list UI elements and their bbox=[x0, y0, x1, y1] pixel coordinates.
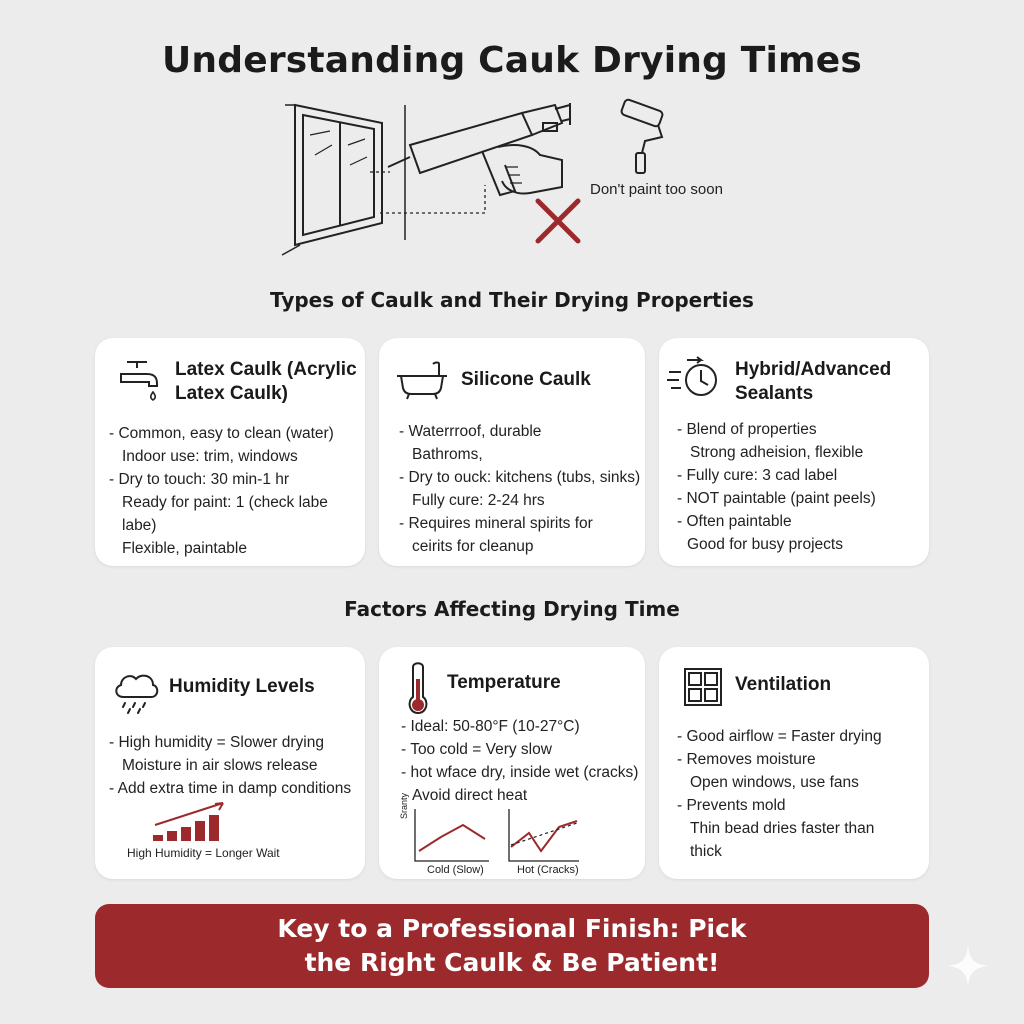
temperature-details: - Ideal: 50-80°F (10-27°C) - Too cold = Very slow - hot wface dry, inside wet (cracks) Avoid direct heat bbox=[401, 718, 639, 804]
silicone-caulk-details: - Waterrroof, durable Bathroms, - Dry to ouck: kitchens (tubs, sinks) Fully cure: 2-24 hrs - Requires mineral spirits for ceirits for cleanup bbox=[399, 423, 641, 555]
hybrid-sealants-details: - Blend of properties Strong adheision, flexible - Fully cure: 3 cad label - NOT paintable (paint peels) - Often paintable Good for busy projects bbox=[677, 421, 876, 553]
silicone-caulk-card bbox=[379, 338, 645, 566]
ventilation-details: - Good airflow = Faster drying - Removes moisture Open windows, use fans - Prevents mold Thin bead dries faster than thick bbox=[677, 728, 882, 860]
dont-paint-note: Don't paint too soon bbox=[590, 181, 723, 198]
humidity-heading: Humidity Levels bbox=[169, 676, 315, 697]
humidity-chart-caption: High Humidity = Longer Wait bbox=[127, 846, 280, 860]
fast-clock-icon bbox=[665, 354, 721, 400]
temperature-axis-label: Sranty bbox=[399, 792, 409, 819]
page-title: Understanding Cauk Drying Times bbox=[161, 40, 863, 81]
temperature-card bbox=[379, 647, 645, 879]
latex-caulk-card bbox=[95, 338, 365, 566]
ventilation-card bbox=[659, 647, 929, 879]
thermometer-icon bbox=[405, 661, 431, 715]
temperature-mini-charts bbox=[401, 807, 581, 867]
humidity-bar-chart bbox=[151, 799, 241, 843]
cold-slow-label: Cold (Slow) bbox=[427, 864, 484, 876]
rain-cloud-icon bbox=[111, 667, 161, 715]
caulk-gun-illustration bbox=[270, 95, 770, 265]
hybrid-sealants-heading: Hybrid/Advanced Sealants bbox=[735, 359, 892, 404]
latex-caulk-details: - Common, easy to clean (water) Indoor use: trim, windows - Dry to touch: 30 min-1 hr Ready for paint: 1 (check labe labe) Flexible, paintable bbox=[109, 425, 334, 557]
faucet-icon bbox=[117, 356, 165, 404]
humidity-details: - High humidity = Slower drying Moisture in air slows release - Add extra time in damp conditions bbox=[109, 734, 352, 797]
key-takeaway-banner: Key to a Professional Finish: Pick the Right Caulk & Be Patient! bbox=[95, 904, 929, 988]
bathtub-icon bbox=[395, 360, 449, 400]
temperature-heading: Temperature bbox=[447, 672, 561, 693]
factors-section-title: Factors Affecting Drying Time bbox=[344, 597, 680, 621]
latex-caulk-heading: Latex Caulk (Acrylic Latex Caulk) bbox=[175, 359, 357, 404]
sparkle-icon bbox=[948, 946, 988, 986]
hybrid-sealants-card bbox=[659, 338, 929, 566]
window-icon bbox=[683, 667, 723, 707]
hot-cracks-label: Hot (Cracks) bbox=[517, 864, 579, 876]
humidity-card bbox=[95, 647, 365, 879]
silicone-caulk-heading: Silicone Caulk bbox=[461, 369, 591, 390]
ventilation-heading: Ventilation bbox=[735, 674, 832, 695]
types-section-title: Types of Caulk and Their Drying Properties bbox=[270, 288, 754, 312]
